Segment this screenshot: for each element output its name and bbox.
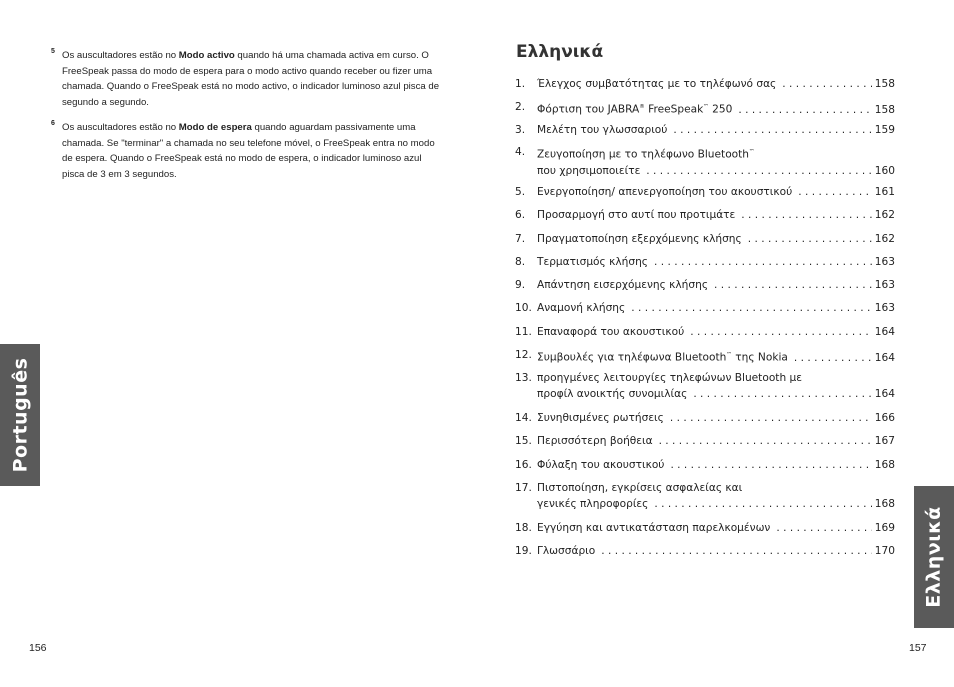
toc-entry-page: 168: [874, 459, 895, 471]
toc-entry: [515, 457, 895, 473]
dot-leader: [741, 207, 871, 223]
toc-entry-line: [515, 496, 895, 512]
toc-entry-page: 160: [874, 164, 895, 177]
toc-entry: [515, 122, 895, 138]
toc-entry: [515, 324, 895, 340]
toc-entry: [515, 184, 895, 200]
toc-entry-page: 163: [874, 256, 895, 268]
toc-entry-line: [515, 277, 895, 293]
toc-entry-line: [515, 520, 895, 536]
toc-entry-text: [537, 496, 648, 512]
toc-entry-number: 6.: [515, 209, 526, 221]
toc-entry-number: 4.: [515, 146, 526, 158]
dot-leader: [654, 254, 872, 270]
toc-entry-page: 163: [874, 279, 895, 291]
toc-entry-page: 166: [874, 412, 895, 424]
toc-entry-title: Επαναφορά του ακουστικού: [537, 326, 685, 338]
toc-entry-page: 159: [874, 124, 895, 136]
dot-leader: [690, 324, 872, 340]
toc-entry-text: [537, 347, 788, 366]
toc-entry-line: [515, 163, 895, 179]
page-number-right: 157: [909, 642, 927, 654]
toc-entry-line: [515, 300, 895, 316]
toc-entry: [515, 347, 895, 366]
toc-entry-number: 1.: [515, 78, 526, 90]
toc-entry: [515, 76, 895, 92]
toc-entry-line: [515, 386, 895, 402]
dot-leader: [738, 102, 871, 118]
toc-entry-title: Προσαρμογή στο αυτί που προτιμάτε: [537, 209, 736, 221]
dot-leader: [782, 76, 871, 92]
registered-mark: ®: [639, 104, 645, 110]
toc-entry-text: [537, 231, 742, 247]
toc-entry-line: [515, 231, 895, 247]
toc-entry-number: 12.: [515, 349, 532, 361]
toc-entry-title: Συμβουλές για τηλέφωνα Bluetooth: [537, 351, 727, 364]
toc-entry-number: 15.: [515, 435, 532, 447]
toc-entry-page: 158: [874, 103, 895, 116]
dot-leader: [776, 520, 871, 536]
footnote-text: Os auscultadores estão no: [62, 122, 179, 133]
toc-entry-page: 162: [874, 209, 895, 221]
toc-entry-line: [515, 543, 895, 559]
toc-entry-text: [537, 76, 776, 92]
toc-entry-title: Γλωσσάριο: [537, 545, 596, 557]
toc-entry: [515, 543, 895, 559]
toc-entry-number: 18.: [515, 522, 532, 534]
dot-leader: [601, 543, 872, 559]
toc-entry-line: [515, 99, 895, 118]
language-tab-label: Ελληνικά: [923, 506, 946, 608]
toc-entry-title: Συνηθισμένες ρωτήσεις: [537, 412, 664, 424]
trademark-mark: ™: [703, 104, 709, 110]
dot-leader: [714, 277, 872, 293]
toc-entry-first-line: [515, 370, 895, 386]
toc-entry-number: 5.: [515, 186, 526, 198]
toc-entry-number: 10.: [515, 302, 532, 314]
toc-entry-number: 13.: [515, 372, 532, 384]
toc-entry: [515, 144, 895, 179]
toc-entry-second-line: γενικές πληροφορίες: [537, 498, 649, 510]
toc-entry-page: 170: [874, 545, 895, 557]
toc-entry-title: Πιστοποίηση, εγκρίσεις ασφαλείας και: [537, 482, 743, 494]
footnote-number: 5: [51, 48, 55, 55]
toc-entry-title: Φόρτιση του JABRA: [537, 103, 640, 116]
toc-entry-page: 162: [874, 233, 895, 245]
dot-leader: [794, 350, 872, 366]
toc-entry-text: [537, 324, 684, 340]
toc-entry-title-part: FreeSpeak: [644, 103, 704, 116]
toc-entry-line: [515, 122, 895, 138]
toc-entry-number: 3.: [515, 124, 526, 136]
toc-entry-title: προηγμένες λειτουργίες τηλεφώνων Bluetooth με: [537, 372, 803, 384]
toc-entry-page: 164: [874, 326, 895, 338]
toc-entry: [515, 433, 895, 449]
toc-entry: [515, 99, 895, 118]
toc-entry: [515, 207, 895, 223]
toc-entry-title: Ενεργοποίηση/ απενεργοποίηση του ακουστικού: [537, 186, 793, 198]
toc-entry-number: 7.: [515, 233, 526, 245]
toc-entry-text: [537, 300, 625, 316]
toc-entry-line: [515, 433, 895, 449]
toc-entry-text: [537, 410, 664, 426]
toc-entry-second-line: προφίλ ανοικτής συνομιλίας: [537, 388, 688, 400]
toc-entry: [515, 300, 895, 316]
toc-entry-text: [537, 386, 687, 402]
toc-entry-page: 167: [874, 435, 895, 447]
toc-entry-title-part: της Nokia: [731, 351, 788, 364]
toc-entry-text: [537, 99, 732, 118]
toc-entry-number: 16.: [515, 459, 532, 471]
toc-entry-title: Φύλαξη του ακουστικού: [537, 459, 665, 471]
toc-entry-number: 19.: [515, 545, 532, 557]
toc-entry-title: Πραγματοποίηση εξερχόμενης κλήσης: [537, 233, 742, 245]
toc-entry: [515, 520, 895, 536]
toc-entry-title: Μελέτη του γλωσσαριού: [537, 124, 668, 136]
toc-entry-line: [515, 184, 895, 200]
footnote-text: quando há uma chamada activa em curso. O FreeSpeak passa do modo de espera para o modo activo quando receber ou fizer uma chamada. Quando o FreeSpeak está no modo activo, o indicador luminoso azul pisca de segundo a segundo.: [62, 50, 440, 108]
toc-entry-line: [515, 457, 895, 473]
toc-entry: [515, 480, 895, 512]
toc-entry-text: [537, 122, 667, 138]
language-tab-portuguese: [0, 344, 40, 486]
toc-entry-second-line: που χρησιμοποιείτε: [537, 164, 641, 177]
trademark-mark: ™: [749, 149, 755, 155]
toc-entry-line: [515, 324, 895, 340]
toc-entry: [515, 370, 895, 402]
toc-heading: Ελληνικά: [516, 42, 604, 62]
toc-entry-page: 164: [874, 388, 895, 400]
toc-entry-line: [515, 347, 895, 366]
trademark-mark: ™: [726, 352, 732, 358]
dot-leader: [631, 300, 872, 316]
toc-entry-text: [537, 520, 770, 536]
toc-entry-page: 163: [874, 302, 895, 314]
toc-entry-number: 17.: [515, 482, 532, 494]
footnote-text: quando aguardam passivamente uma chamada. Se "terminar" a chamada no seu telefone móvel, o FreeSpeak entra no modo de espera. Quando o FreeSpeak está no modo de espera, o indicador luminoso azul pisca de 3 em 3 segundos.: [62, 122, 435, 180]
toc-entry-number: 11.: [515, 326, 532, 338]
footnote-term: Modo de espera: [178, 122, 252, 133]
toc-entry-title: Εγγύηση και αντικατάσταση παρελκομένων: [537, 522, 771, 534]
dot-leader: [659, 433, 872, 449]
dot-leader: [673, 122, 871, 138]
toc-entry: [515, 254, 895, 270]
dot-leader: [670, 410, 872, 426]
toc-entry-number: 8.: [515, 256, 526, 268]
toc-entry-text: [537, 543, 595, 559]
footnote-term: Modo activo: [178, 50, 235, 61]
toc-entry-first-line: [515, 480, 895, 496]
toc-entry-line: [515, 254, 895, 270]
toc-entry-number: 2.: [515, 101, 526, 113]
footnote-5: [51, 48, 442, 110]
footnote-6: [51, 120, 442, 182]
toc-entry-page: 164: [874, 351, 895, 364]
toc-entry-line: [515, 207, 895, 223]
language-tab-label: Português: [9, 357, 31, 473]
dot-leader: [670, 457, 871, 473]
toc-entry: [515, 410, 895, 426]
toc-entry-title: Έλεγχος συμβατότητας με το τηλέφωνό σας: [537, 78, 777, 90]
toc-entry-text: [537, 457, 664, 473]
toc-entry-text: [537, 277, 708, 293]
toc-entry-title: Αναμονή κλήσης: [537, 302, 626, 314]
footnote-text: Os auscultadores estão no: [62, 50, 179, 61]
dot-leader: [748, 231, 872, 247]
toc-entry-number: 9.: [515, 279, 526, 291]
toc-entry-text: [537, 163, 640, 179]
dot-leader: [798, 184, 872, 200]
toc-entry-text: [537, 433, 653, 449]
toc-entry-first-line: [515, 144, 895, 163]
toc-entry-text: [537, 254, 648, 270]
toc-entry-title: Περισσότερη βοήθεια: [537, 435, 653, 447]
toc-entry-title-part: 250: [708, 103, 733, 116]
toc-entry-number: 14.: [515, 412, 532, 424]
right-page: [477, 0, 954, 687]
toc-entry-page: 168: [874, 498, 895, 510]
dot-leader: [654, 496, 871, 512]
toc-entry-text: [537, 207, 735, 223]
toc-entry-page: 158: [874, 78, 895, 90]
footnote-number: 6: [51, 120, 55, 127]
toc-entry-page: 169: [874, 522, 895, 534]
dot-leader: [693, 386, 871, 402]
toc-entry: [515, 231, 895, 247]
toc-entry-line: [515, 76, 895, 92]
page-number-left: 156: [29, 642, 47, 654]
toc-entry-title: Απάντηση εισερχόμενης κλήσης: [537, 279, 709, 291]
language-tab-greek: [914, 486, 954, 628]
toc-entry-title: Τερματισμός κλήσης: [537, 256, 649, 268]
toc-entry-title: Ζευγοποίηση με το τηλέφωνο Bluetooth: [537, 148, 750, 161]
toc-entry: [515, 277, 895, 293]
toc-entry-page: 161: [874, 186, 895, 198]
dot-leader: [646, 163, 871, 179]
toc-entry-line: [515, 410, 895, 426]
toc-entry-text: [537, 184, 792, 200]
